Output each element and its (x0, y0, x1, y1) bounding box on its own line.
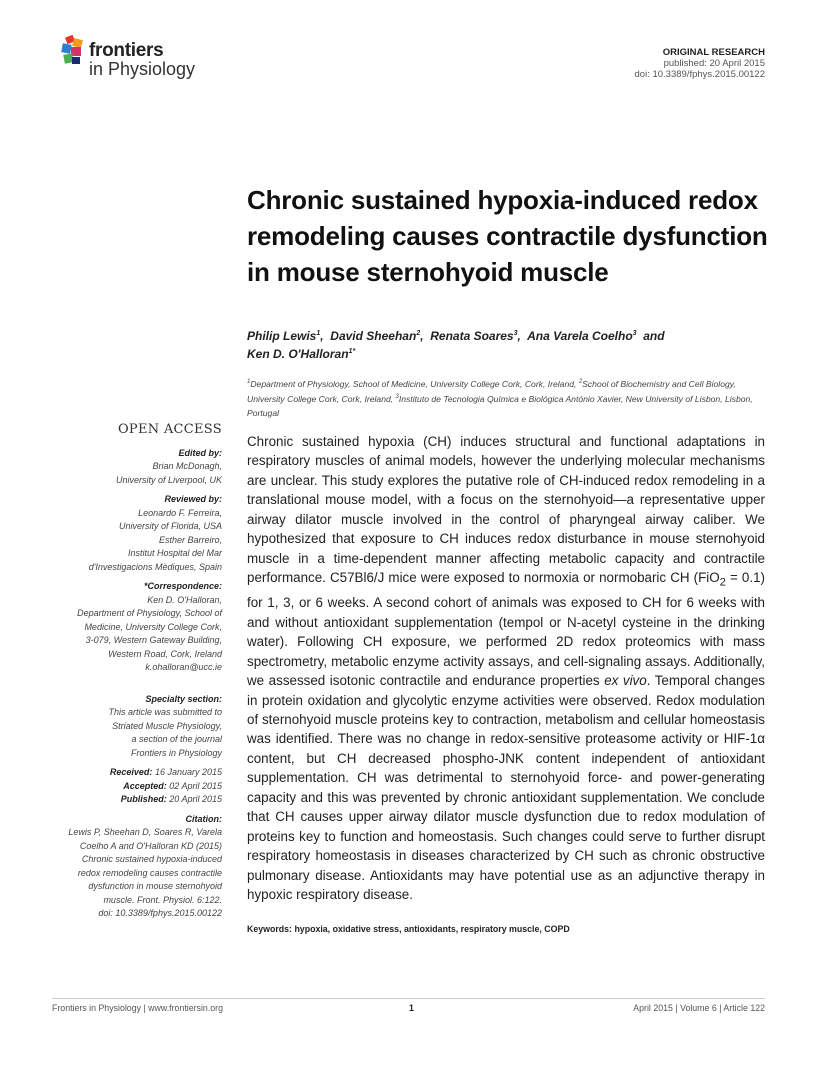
sidebar (40, 423, 222, 921)
correspondence-label: *Correspondence: (143, 581, 222, 591)
journal-name-line1: frontiers (89, 40, 164, 61)
accepted-label: Accepted: (123, 780, 167, 791)
correspondence-line: Medicine, University College Cork, (84, 621, 222, 632)
doi[interactable]: doi: 10.3389/fphys.2015.00122 (634, 69, 765, 80)
accepted-line (40, 780, 222, 794)
authors-and: and (643, 329, 665, 343)
editor: Brian McDonagh, (152, 461, 222, 471)
published-date-side: 20 April 2015 (169, 794, 222, 804)
reviewer-affiliation: University of Florida, USA (118, 521, 222, 531)
author[interactable]: Ana Varela Coelho (527, 329, 633, 343)
affil-sup: 1 (247, 379, 251, 385)
citation-line: muscle. Front. Physiol. 6:122. (103, 894, 222, 905)
author-sup: 1* (348, 348, 356, 355)
specialty-label: Specialty section: (145, 693, 222, 704)
received-label: Received: (109, 767, 153, 777)
correspondence-line: Ken D. O'Halloran, (147, 594, 222, 605)
open-access-label: OPEN ACCESS (117, 422, 222, 437)
affiliation: Instituto de Tecnologia Química e Biológica António Xavier, New University of Lisbon, Lisbon, Portugal (247, 394, 753, 418)
footer-issue: April 2015 | Volume 6 | Article 122 (633, 1003, 765, 1013)
received-date: 16 January 2015 (154, 767, 222, 777)
affiliation: Department of Physiology, School of Medicine, University College Cork, Cork, Ireland, (250, 378, 577, 389)
abstract-subscript: 2 (719, 576, 726, 589)
abstract-text: = 0.1) for 1, 3, or 6 weeks. A second cohort of animals was exposed to CH for 6 weeks with and without antioxidant supplementation (tempol or N-acetyl cysteine in the drinking water). Following CH exposure, we performed 2D redox proteomics with mass spectrometry, metabolic enzyme activity assays, and cell-signaling assays. Additionally, we assessed isotonic contractile and endurance properties (247, 570, 765, 689)
affiliation: School of Biochemistry and Cell Biology, University College Cork, Cork, Ireland, (247, 378, 736, 405)
page-number: 1 (409, 1003, 414, 1013)
correspondence-line: Western Road, Cork, Ireland (108, 648, 222, 659)
author-sup: 3 (632, 330, 637, 337)
published-label: Published: (120, 794, 167, 804)
affil-sup: 3 (395, 394, 399, 401)
citation-doi[interactable]: doi: 10.3389/fphys.2015.00122 (98, 908, 222, 918)
correspondence-line: 3-079, Western Gateway Building, (85, 635, 222, 645)
correspondence-line: Department of Physiology, School of (77, 608, 222, 618)
editor-affiliation: University of Liverpool, UK (115, 474, 222, 485)
published-date: published: 20 April 2015 (663, 58, 765, 69)
author-list: Philip Lewis$^1$, David Sheehan$^2$, Renata Soares$^3$, Ana Varela Coelho$^3$ and Ken D. O'Halloran$^{1*}$ (247, 329, 665, 361)
journal-name-line2: in Physiology (89, 59, 196, 79)
article-type: ORIGINAL RESEARCH (662, 47, 765, 58)
abstract (247, 432, 765, 905)
specialty-line: Frontiers in Physiology (130, 747, 222, 758)
citation-line: dysfunction in mouse sternohyoid (88, 881, 222, 891)
author-sup: 2 (416, 330, 421, 337)
author[interactable]: David Sheehan (330, 329, 417, 343)
article-header (635, 47, 765, 80)
published-line (40, 793, 222, 807)
author[interactable]: Ken D. O'Halloran (247, 347, 349, 361)
abstract-text: . Temporal changes in protein oxidation and glycolytic enzyme activities were observed. Redox modulation of sternohyoid muscle proteins key to contraction, metabolism and cellular homeostasis was identified. There was no change in redox-sensitive proteasome activity or HIF-1α content, but CH decreased phospho-JNK content independent of antioxidant supplementation. CH was detrimental to sternohyoid force- and power-generating capacity and this was prevented by chronic antioxidant supplementation. We conclude that CH causes upper airway dilator muscle dysfunction due to redox modulation of proteins key to function and homeostasis. Such changes could serve to further disrupt respiratory homeostasis in diseases characterized by CH such as chronic obstructive pulmonary disease. Antioxidants may have potential use as an adjunctive therapy in hypoxic respiratory disease. (247, 673, 765, 903)
footer-journal[interactable]: Frontiers in Physiology | www.frontiersin.org (52, 1003, 223, 1013)
received-line (40, 766, 222, 780)
affil-sup: 2 (578, 379, 583, 385)
keywords (247, 924, 765, 934)
reviewer-affiliation: d'Investigacions Mèdiques, Spain (88, 561, 222, 572)
correspondence-email[interactable]: k.ohalloran@ucc.ie (145, 662, 222, 672)
reviewer-affiliation: Institut Hospital del Mar (127, 548, 222, 558)
keywords-text: hypoxia, oxidative stress, antioxidants, respiratory muscle, COPD (294, 924, 570, 934)
keywords-label: Keywords: (247, 924, 292, 934)
specialty-line: a section of the journal (131, 734, 222, 744)
footer-divider (52, 998, 765, 999)
frontiers-logo-icon (60, 36, 86, 66)
author[interactable]: Philip Lewis (247, 329, 317, 343)
citation-line: Chronic sustained hypoxia-induced (81, 854, 222, 864)
specialty-line: This article was submitted to (108, 707, 222, 717)
article-title: Chronic sustained hypoxia-induced redox remodeling causes contractile dysfunction in mouse sternohyoid muscle (247, 185, 768, 287)
edited-by-label: Edited by: (178, 447, 222, 458)
author-sup: 1 (316, 330, 321, 337)
journal-logo (60, 36, 195, 79)
reviewed-by-label: Reviewed by: (164, 494, 222, 504)
citation-label: Citation: (185, 813, 222, 824)
specialty-line: Striated Muscle Physiology, (112, 720, 222, 731)
citation-line: redox remodeling causes contractile (77, 867, 222, 878)
reviewer: Leonardo F. Ferreira, (138, 507, 222, 518)
reviewer: Esther Barreiro, (158, 534, 222, 545)
citation-line: Lewis P, Sheehan D, Soares R, Varela (68, 827, 222, 837)
affiliations (247, 376, 767, 420)
abstract-text: Chronic sustained hypoxia (CH) induces structural and functional adaptations in respiratory muscles of animal models, however the underlying molecular mechanisms are unclear. This study explores the putative role of CH-induced redox remodeling in a translational mouse model, with a focus on the sternohyoid—a representative upper airway dilator muscle involved in the control of pharyngeal airway caliber. We hypothesized that exposure to CH induces redox disturbance in mouse sternohyoid muscle in a time-dependent manner affecting metabolic capacity and contractile performance. C57Bl6/J mice were exposed to normoxia or normobaric CH (FiO (247, 434, 765, 586)
author-sup: 3 (513, 330, 518, 337)
accepted-date: 02 April 2015 (169, 780, 222, 791)
citation-line: Coelho A and O'Halloran KD (2015) (79, 840, 222, 851)
abstract-italic: ex vivo (604, 673, 647, 689)
author[interactable]: Renata Soares (430, 329, 514, 343)
